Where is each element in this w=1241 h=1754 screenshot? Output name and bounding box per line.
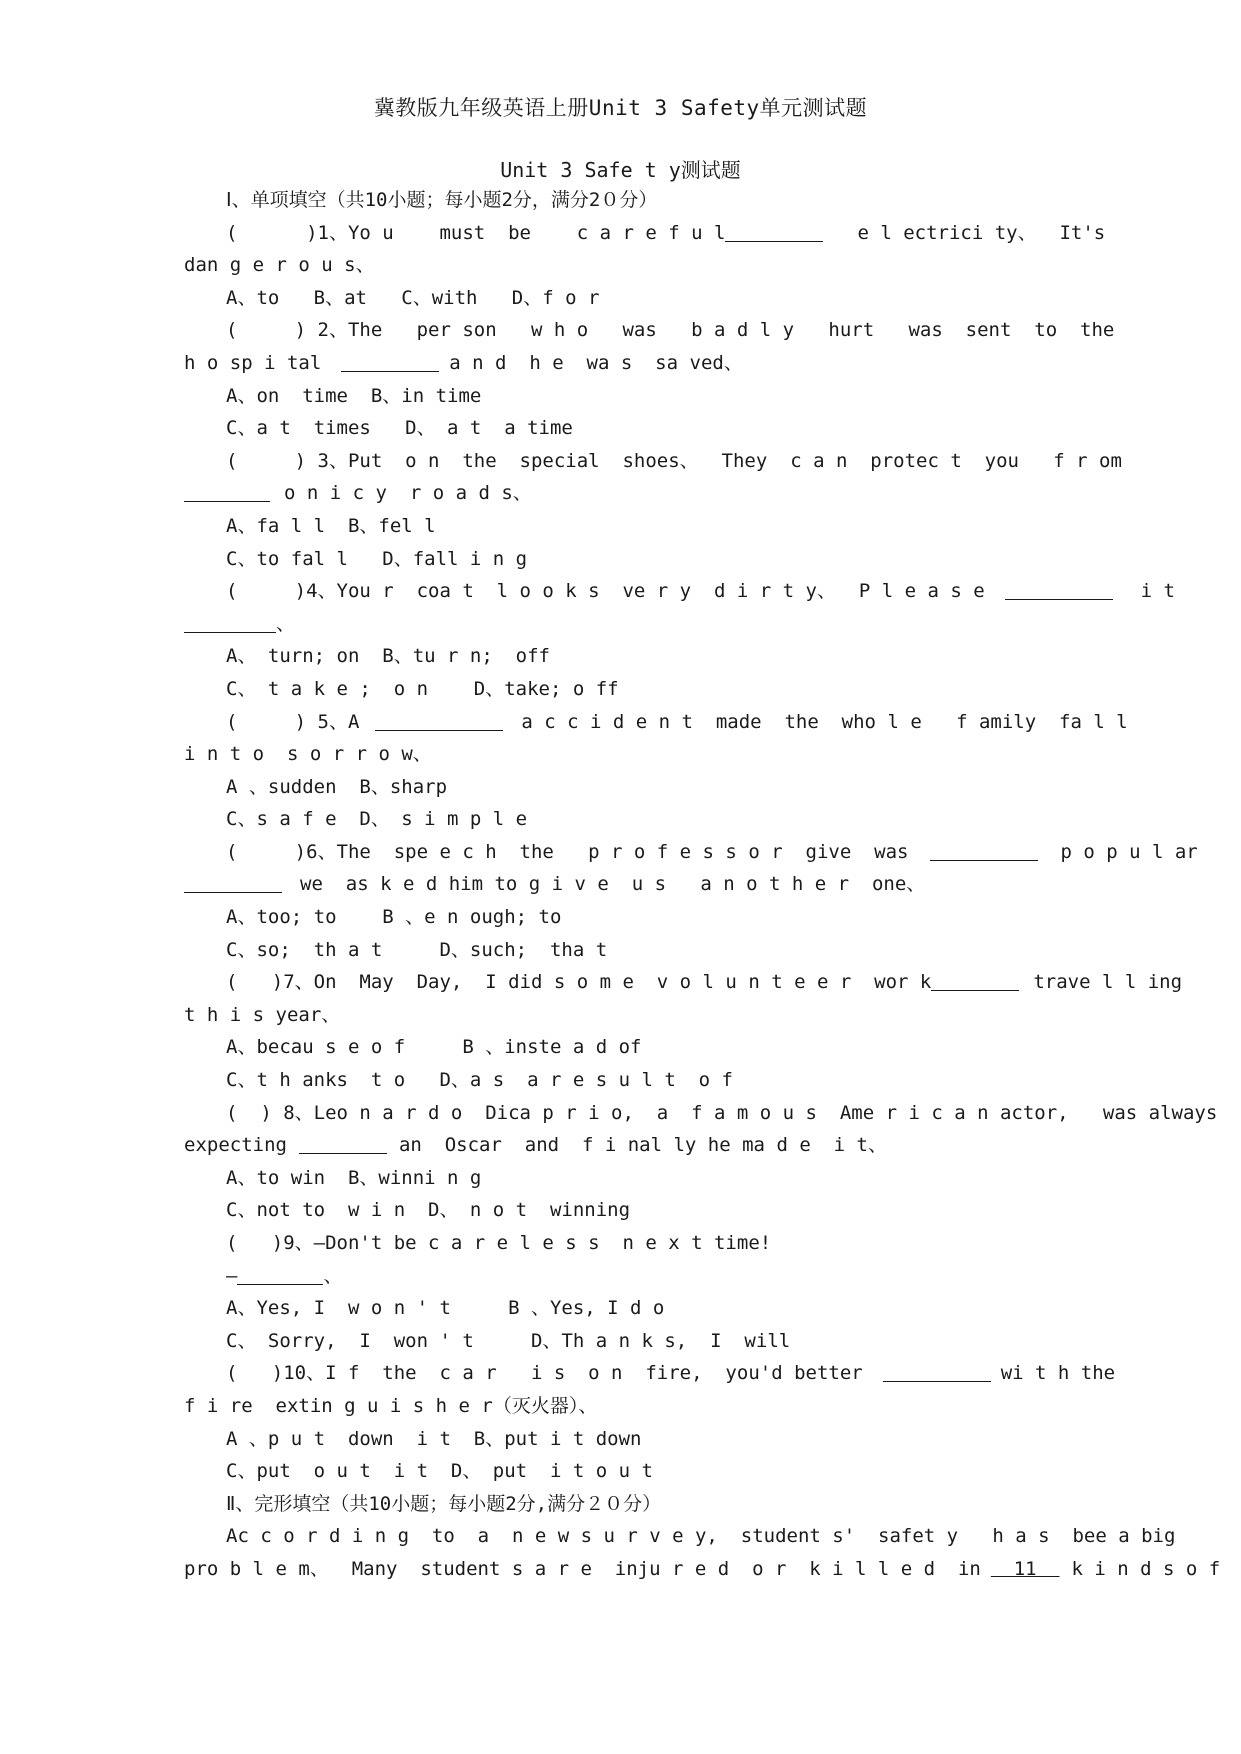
answer-blank xyxy=(930,842,1038,861)
question-text: 、 xyxy=(276,612,296,635)
question-3-stem-cont xyxy=(184,477,1064,510)
question-9-response xyxy=(184,1260,1064,1293)
answer-blank xyxy=(341,353,439,372)
question-3-stem: ( ) 3、Put o n the special shoes、 They c a n protec t you f r om xyxy=(226,449,1122,472)
question-9-options-1: A、Yes, I w o n ' t B 、Yes, I d o xyxy=(226,1297,665,1320)
question-2-options-2: C、a t times D、 a t a time xyxy=(226,417,573,440)
section-heading: Ⅱ、完形填空（共10小题；每小题2分,满分２０分） xyxy=(226,1492,662,1515)
question-text: o n i c y r o a d s、 xyxy=(284,482,532,505)
answer-blank xyxy=(184,874,282,893)
question-10-options-1: A 、p u t down i t B、put i t down xyxy=(226,1427,642,1450)
question-2-options-1: A、on time B、in time xyxy=(226,384,482,407)
passage-blank-11: 11 xyxy=(990,1557,1060,1580)
question-9-options-2: C、 Sorry, I won ' t D、Th a n k s, I will xyxy=(226,1329,791,1352)
question-8-options-1: A、to win B、winni n g xyxy=(226,1166,482,1189)
question-7-stem xyxy=(184,966,1183,999)
question-1-stem xyxy=(184,217,1106,250)
question-10-stem-cont: f i re extin g u i s h e r（灭火器）、 xyxy=(184,1394,598,1417)
question-text: i t xyxy=(1140,580,1175,603)
passage-text: pro b l e m、 Many student s a r e inju r e d o r k i l l e d in xyxy=(184,1557,981,1580)
question-text: — xyxy=(226,1264,238,1287)
question-4-stem xyxy=(184,575,1175,608)
question-text: trave l l ing xyxy=(1033,971,1183,994)
section-heading: Ⅰ、单项填空（共10小题；每小题2分，满分2０分） xyxy=(226,189,658,211)
question-5-stem xyxy=(184,706,1128,739)
question-text: h o sp i tal xyxy=(184,351,322,374)
question-text: e l ectrici ty、 It's xyxy=(857,221,1106,244)
question-2-stem-cont xyxy=(184,347,1064,380)
answer-blank xyxy=(931,972,1019,991)
question-6-stem-cont xyxy=(184,868,1064,901)
passage-line-2 xyxy=(184,1553,1221,1586)
question-7-options-1: A、becau s e o f B 、inste a d of xyxy=(226,1036,642,1059)
question-5-stem-cont: i n t o s o r r o w、 xyxy=(184,743,432,766)
answer-blank xyxy=(184,483,270,502)
question-text: ( )1、Yo u must be c a r e f u l xyxy=(226,221,726,244)
question-text: ( )4、You r coa t l o o k s ve r y d i r t y、 P l e a s e xyxy=(226,580,985,603)
question-10-stem xyxy=(184,1357,1116,1390)
question-1-options: A、to B、at C、with D、f o r xyxy=(226,286,600,309)
question-5-options-1: A 、sudden B、sharp xyxy=(226,775,448,798)
answer-blank xyxy=(1005,581,1113,600)
question-text: a n d h e wa s sa ved、 xyxy=(449,351,743,374)
question-8-stem-cont xyxy=(184,1129,1064,1162)
question-1-stem-cont: dan g e r o u s、 xyxy=(184,254,375,277)
document-subtitle: Unit 3 Safe t y测试题 xyxy=(500,158,741,182)
question-6-stem xyxy=(184,836,1198,869)
question-4-stem-cont xyxy=(184,608,1064,641)
question-text: a c c i d e n t made the who l e f amily fa l l xyxy=(521,710,1128,733)
question-8-options-2: C、not to w i n D、 n o t winning xyxy=(226,1199,631,1222)
question-text: expecting xyxy=(184,1134,287,1157)
question-4-options-2: C、 t a k e ; o n D、take; o ff xyxy=(226,677,619,700)
question-text: an Oscar and f i nal ly he ma d e i t、 xyxy=(398,1134,887,1157)
answer-blank xyxy=(184,614,276,633)
answer-blank xyxy=(299,1135,387,1154)
answer-blank xyxy=(883,1363,991,1382)
question-text: ( )10、I f the c a r i s o n fire, you'd better xyxy=(226,1362,863,1385)
answer-blank xyxy=(725,223,823,242)
question-6-options-1: A、too; to B 、e n ough; to xyxy=(226,906,562,929)
question-2-stem: ( ) 2、The per son w h o was b a d l y hurt was sent to the xyxy=(226,319,1115,342)
passage-line-1: Ac c o r d i n g to a n e w s u r v e y, student s' safet y h a s bee a big xyxy=(226,1525,1176,1548)
question-text: wi t h the xyxy=(1000,1362,1116,1385)
question-text: ( )6、The spe e c h the p r o f e s s o r give was xyxy=(226,840,909,863)
question-4-options-1: A、 turn; on B、tu r n; off xyxy=(226,645,550,668)
question-10-options-2: C、put o u t i t D、 put i t o u t xyxy=(226,1460,653,1483)
question-text: p o p u l ar xyxy=(1060,840,1198,863)
question-3-options-1: A、fa l l B、fel l xyxy=(226,514,436,537)
question-9-stem: ( )9、—Don't be c a r e l e s s n e x t time! xyxy=(226,1232,772,1254)
question-7-stem-cont: t h i s year、 xyxy=(184,1003,341,1026)
question-text: we as k e d him to g i v e u s a n o t h e r one、 xyxy=(300,873,926,896)
question-6-options-2: C、so; th a t D、such; tha t xyxy=(226,938,608,961)
question-text: 、 xyxy=(323,1264,343,1287)
answer-blank xyxy=(375,712,503,731)
answer-blank xyxy=(237,1266,323,1285)
question-text: ( ) 5、A xyxy=(226,710,360,733)
question-3-options-2: C、to fal l D、fall i n g xyxy=(226,547,528,570)
question-text: ( )7、On May Day, I did s o m e v o l u n t e e r wor k xyxy=(226,971,932,994)
question-5-options-2: C、s a f e D、 s i m p l e xyxy=(226,808,528,831)
question-8-stem: ( ) 8、Leo n a r d o Dica p r i o, a f a m o u s Ame r i c a n actor, was always xyxy=(226,1101,1218,1124)
passage-text: k i n d s o f xyxy=(1071,1557,1221,1580)
document-body xyxy=(184,184,1221,1586)
question-7-options-2: C、t h anks t o D、a s a r e s u l t o f xyxy=(226,1069,733,1092)
document-title: 冀教版九年级英语上册Unit 3 Safety单元测试题 xyxy=(373,96,868,120)
